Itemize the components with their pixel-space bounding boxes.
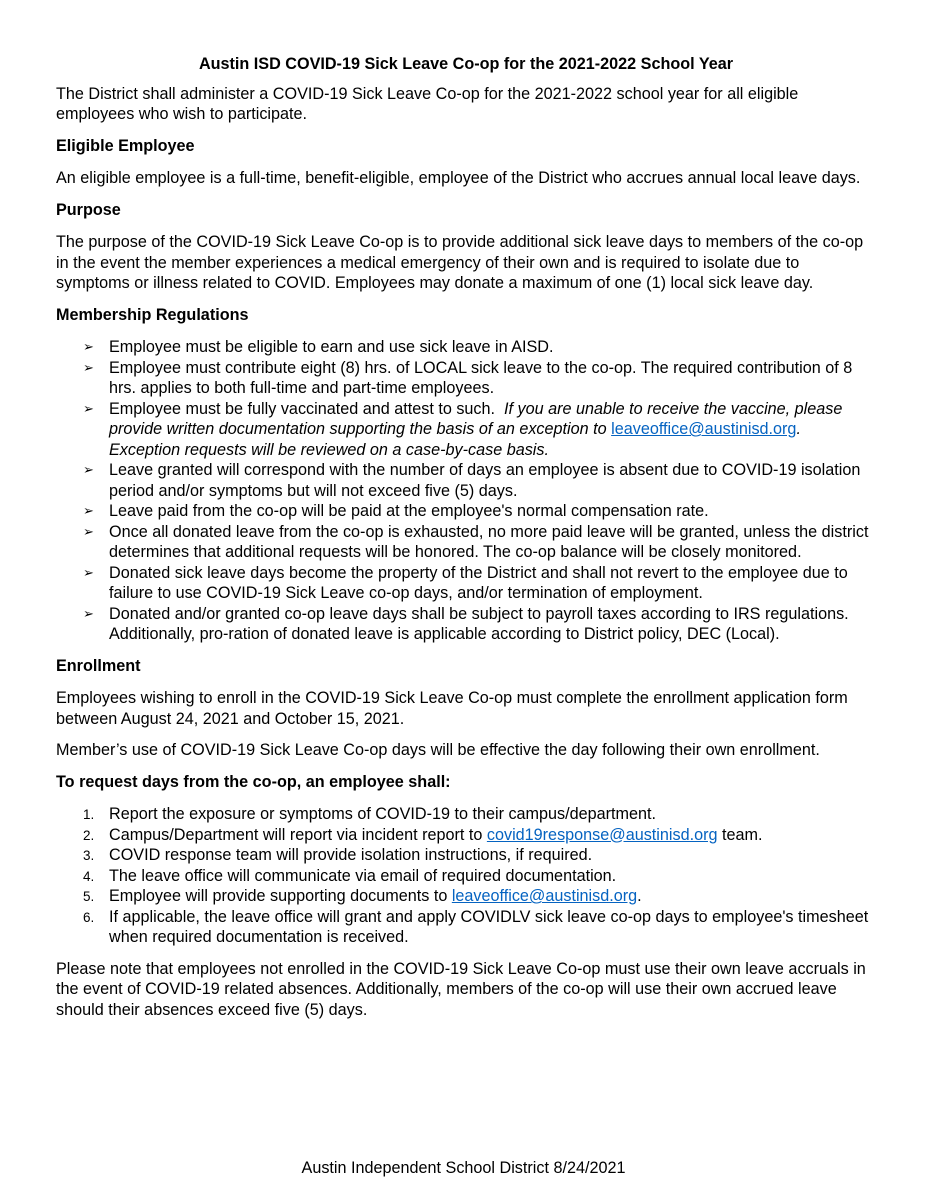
list-item: ➢ Employee must be fully vaccinated and attest to such. If you are unable to receive the vaccine, please provide written documentation supporting the basis of an exception to leaveoffice@austinisd.org. Exception requests will be reviewed on a case-by-case basis. [83,399,843,459]
list-item: 5. Employee will provide supporting documents to leaveoffice@austinisd.org. [83,887,642,905]
membership-list [56,337,876,645]
eligible-heading: Eligible Employee [56,136,195,155]
request-heading: To request days from the co-op, an employee shall: [56,772,451,791]
list-item: ➢ Once all donated leave from the co-op is exhausted, no more paid leave will be granted, unless the district determines that additional requests will be honored. The co-op balance will be closely monitored. [83,522,869,561]
list-item: 6. If applicable, the leave office will grant and apply COVIDLV sick leave co-op days to employee's timesheet when required documentation is received. [83,907,869,946]
purpose-paragraph: The purpose of the COVID-19 Sick Leave Co-op is to provide additional sick leave days to members of the co-op in the event the member experiences a medical emergency of their own and is required to isolate due to symptoms or illness related to COVID. Employees may donate a maximum of one (1) local sick leave day. [56,233,864,292]
membership-heading: Membership Regulations [56,305,249,324]
intro-paragraph: The District shall administer a COVID-19 Sick Leave Co-op for the 2021-2022 school year for all eligible employees who wish to participate. [56,84,799,123]
bullet-arrow-icon: ➢ [83,564,94,580]
leaveoffice-email-link[interactable]: leaveoffice@austinisd.org [611,420,797,438]
bullet-arrow-icon: ➢ [83,462,94,477]
enrollment-effective-paragraph: Member’s use of COVID-19 Sick Leave Co-op days will be effective the day following their own enrollment. [56,741,820,759]
list-item: 4. The leave office will communicate via email of required documentation. [83,866,617,885]
purpose-heading: Purpose [56,200,121,219]
closing-note: Please note that employees not enrolled in the COVID-19 Sick Leave Co-op must use their own leave accruals in the event of COVID-19 related absences. Additionally, members of the co-op will use their own accrued leave should their absences exceed five (5) days. [56,959,866,1019]
eligible-paragraph: An eligible employee is a full-time, benefit-eligible, employee of the District who accrues annual local leave days. [56,169,861,187]
document-title: Austin ISD COVID-19 Sick Leave Co-op for the 2021-2022 School Year [198,55,734,73]
enrollment-paragraph: Employees wishing to enroll in the COVID-19 Sick Leave Co-op must complete the enrollment application form between August 24, 2021 and October 15, 2021. [56,689,848,728]
list-item: 2. Campus/Department will report via incident report to covid19response@austinisd.org team. [83,825,763,844]
list-item: ➢ Leave granted will correspond with the number of days an employee is absent due to COVID-19 isolation period and/or symptoms but will not exceed five (5) days. [83,461,861,500]
exception-review-text: Exception requests will be reviewed on a case-by-case basis. [109,440,549,459]
list-item: ➢ Donated and/or granted co-op leave days shall be subject to payroll taxes according to IRS regulations. Additionally, pro-ration of donated leave is applicable according to District policy, DEC (Local). [83,604,849,643]
bullet-arrow-icon: ➢ [83,359,94,375]
vaccination-text: Employee must be fully vaccinated and attest to such. [109,399,496,418]
list-item: ➢ Employee must be eligible to earn and use sick leave in AISD. [83,338,554,356]
bullet-arrow-icon: ➢ [83,400,94,416]
document-body [56,54,876,1031]
list-item: 1. Report the exposure or symptoms of COVID-19 to their campus/department. [83,805,657,823]
request-steps-list [56,804,876,948]
list-item: ➢ Donated sick leave days become the property of the District and shall not revert to the employee due to failure to use COVID-19 Sick Leave co-op days, and/or termination of employment. [83,563,848,602]
list-item: ➢ Employee must contribute eight (8) hrs. of LOCAL sick leave to the co-op. The required contribution of 8 hrs. applies to both full-time and part-time employees. [83,358,853,397]
covid-response-email-link[interactable]: covid19response@austinisd.org [486,825,718,844]
bullet-arrow-icon: ➢ [83,503,94,518]
bullet-arrow-icon: ➢ [83,339,94,354]
list-item: 3. COVID response team will provide isolation instructions, if required. [83,846,593,864]
enrollment-heading: Enrollment [56,656,141,675]
exception-text: If you are unable to receive the vaccine, please provide written documentation supporting the basis of an exception to [109,399,843,438]
bullet-arrow-icon: ➢ [83,523,94,539]
bullet-arrow-icon: ➢ [83,605,94,621]
list-item: ➢ Leave paid from the co-op will be paid at the employee's normal compensation rate. [83,502,709,520]
page-footer: Austin Independent School District 8/24/2021 [301,1159,626,1177]
leaveoffice-email-link[interactable]: leaveoffice@austinisd.org [451,887,638,905]
